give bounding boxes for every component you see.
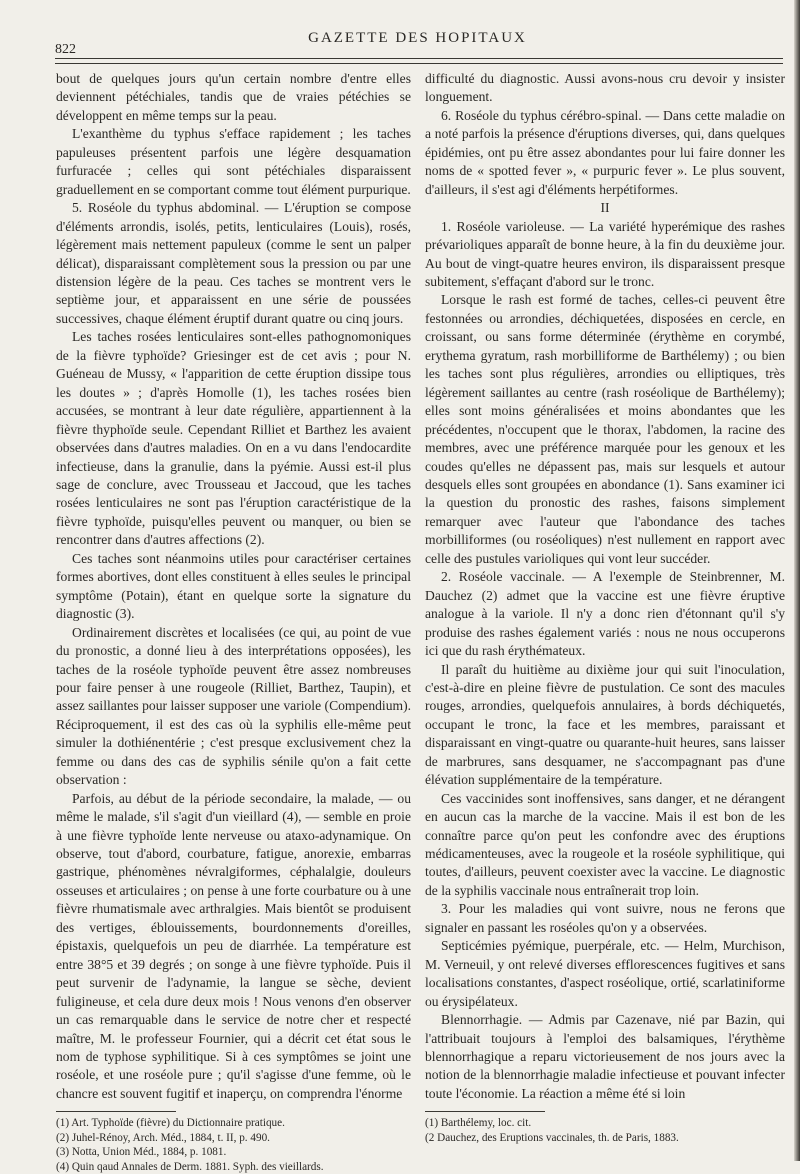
right-column [425,70,785,1145]
page-number: 822 [55,42,76,57]
section-heading: II [600,200,610,216]
paragraph: 3. Pour les maladies qui vont suivre, nous ne ferons que signaler en passant les roséoles qu'on y a observées. [425,901,785,935]
paragraph: Parfois, au début de la période secondaire, la malade, — ou même le malade, s'il s'agit d'un vieillard (4), — semble en proie à une fièvre typhoïde lente nerveuse ou ataxo-adynamique. On observe, tout d'abord, courbature, fatigue, anorexie, embarras gastrique, phénomènes névralgiformes, céphalalgie, douleurs osseuses et articulaires ; on pense à une forte courbature ou à une fièvre rhumatismale avec arthralgies. Mais bientôt se produisent des vertiges, éblouissements, bourdonnements d'oreilles, épistaxis, quelquefois un peu de diarrhée. La température est entre 38°5 et 39 degrés ; on songe à une fièvre typhoïde. Puis il peut survenir de l'adynamie, la langue se sèche, devient fuligineuse, et cela dure deux mois ! Nous venons d'en observer un cas remarquable dans le service de notre cher et respecté maître, M. le professeur Fournier, qui a décrit cet état sous le nom de typhose syphilitique. Si à ces symptômes se joint une roséole, et une roséole pure ; qu'il s'agisse d'une femme, où le chancre est souvent fugitif et inaperçu, on comprendra l'énorme [56,790,411,1101]
footnote-rule [56,1111,176,1112]
footnote: (4) Quin qaud Annales de Derm. 1881. Syph. des vieillards. [56,1160,324,1173]
footnote: (1) Barthélemy, loc. cit. [425,1117,532,1130]
paragraph: Lorsque le rash est formé de taches, celles-ci peuvent être festonnées ou arrondies, déchiquetées, disposées en cercle, en croissant, ou sans forme déterminée (érythème en corymbé, erythema gyratum, rash morbilliforme de Barthélemy) ; ou bien les taches sont plus régulières, arrondies ou elliptiques, très légèrement saillantes au centre (rash roséolique de Barthélemy); elles sont moins généralisées et moins abondantes que les précédentes, n'occupent que le thorax, l'abdomen, la racine des membres, avec une préférence marquée pour les genoux et les coudes qu'elles ne dépassent pas, mais sur lesquels et autour desquels elles sont groupées en abondance (1). Sans examiner ici la question du pronostic des rashes, faisons simplement remarquer avec l'auteur que l'abondance des taches morbilliformes (ou roséoliques) n'est nullement en rapport avec celle des pustules varioliques qui vont leur succéder. [425,292,785,566]
paragraph: Les taches rosées lenticulaires sont-elles pathognomoniques de la fièvre typhoïde? Griesinger est de cet avis ; pour N. Guéneau de Mussy, « l'apparition de cette éruption dissipe tous les doutes » ; d'après Homolle (1), les taches rosées bien accusées, se montrant à leur date régulière, appartiennent à la fièvre thyphoïde seule. Cependant Rilliet et Barthez les avaient observées dans d'autres maladies. On en a vu dans l'endocardite infectieuse, dans la granulie, dans la pyémie. Aussi est-il plus sage de conclure, avec Trousseau et Jaccoud, que les taches rosées lenticulaires ne sont pas l'éruption caractéristique de la fièvre typhoïde, puisqu'elles peuvent ou manquer, ou bien se rencontrer dans d'autres affections (2). [56,329,411,548]
left-column [56,70,411,1174]
header-rule [55,58,783,64]
paragraph: difficulté du diagnostic. Aussi avons-nous cru devoir y insister longuement. [425,71,785,105]
paragraph: Ces taches sont néanmoins utiles pour caractériser certaines formes abortives, dont elles constituent à elles seules le principal symptôme (Potain), étant en quelque sorte la signature du diagnostic (3). [56,550,411,622]
right-footnotes [425,1116,785,1145]
footnote: (2 Dauchez, des Eruptions vaccinales, th. de Paris, 1883. [425,1131,679,1144]
page-header [55,30,780,57]
paragraph-roseole-typhus-cerebro-spinal: 6. Roséole du typhus cérébro-spinal. — Dans cette maladie on a noté parfois la présence d'éruptions diverses, qui, dans quelques épidémies, ont pu être assez abondantes pour lui faire donner les noms de « spotted fever », « purpuric fever ». Le plus souvent, d'ailleurs, il s'est agi d'éléments herpétiformes. [425,107,785,197]
paragraph-roseole-varioleuse: 1. Roséole varioleuse. — La variété hyperémique des rashes prévarioliques apparaît de bonne heure, à la fin du deuxième jour. Au bout de vingt-quatre heures environ, ils disparaissent presque subitement, s'effaçant d'abord sur le tronc. [425,218,785,289]
page-edge-shadow [794,0,800,1161]
footnote: (3) Notta, Union Méd., 1884, p. 1081. [56,1146,227,1159]
paragraph: Ordinairement discrètes et localisées (ce qui, au point de vue du pronostic, a donné lieu à des interprétations opposées), les taches de la roséole typhoïde peuvent être assez nombreuses pour faire penser à une rougeole (Rilliet, Barthez, Taupin), et assez saillantes pour laisser supposer une variole (Compendium). Réciproquement, il est des cas où la syphilis elle-même peut simuler la dothiénentérie ; c'est presque exclusivement chez la femme ou dans des cas de syphilis sénile qu'on a fait cette observation : [56,624,411,788]
running-title: GAZETTE DES HOPITAUX [308,30,527,46]
footnote-rule [425,1111,545,1112]
paragraph-blennorrhagie: Blennorrhagie. — Admis par Cazenave, nié par Bazin, qui l'attribuait toujours à l'emploi des balsamiques, l'érythème blennorrhagique a reparu victorieusement de nos jours avec la notion de la blennorrhagie maladie infectieuse et pouvant infecter toute l'économie. La réaction a même été si loin [425,1012,785,1101]
footnote: (2) Juhel-Rénoy, Arch. Méd., 1884, t. II, p. 490. [56,1131,270,1144]
paragraph: Il paraît du huitième au dixième jour qui suit l'inoculation, c'est-à-dire en pleine fièvre de pustulation. Ce sont des macules rouges, arrondies, quelquefois annulaires, à bords déchiquetés, occupant le tronc, la face et les membres, paraissant et disparaissant en vingt-quatre ou quarante-huit heures, sans laisser de marbrures, sans desquamer, ne s'accompagnant pas d'une élévation supplémentaire de la température. [425,661,785,788]
paragraph-roseole-vaccinale: 2. Roséole vaccinale. — A l'exemple de Steinbrenner, M. Dauchez (2) admet que la vaccine est une fièvre éruptive analogue à la variole. Il n'y a donc rien d'étonnant qu'il s'y produise des rashes également variés : nous ne nous occuperons ici que du rash érythémateux. [425,569,785,659]
paragraph-roseole-typhus-abdominal: 5. Roséole du typhus abdominal. — L'éruption se compose d'éléments arrondis, isolés, petits, lenticulaires (Louis), rosés, légèrement mais nettement papuleux (comme le sent un palper délicat), disparaissant complètement sous la pression ou par une distension légère de la peau. Ces taches se montrent vers le septième jour, et apparaissent en une série de poussées successives, chaque élément éruptif durant quatre ou cinq jours. [56,200,411,326]
paragraph-septicemies: Septicémies pyémique, puerpérale, etc. — Helm, Murchison, M. Verneuil, y ont relevé diverses efflorescences fugitives et sans localisations constantes, d'aspect roséolique, ortié, scarlatiniforme ou érysipélateux. [425,938,785,1009]
footnote: (1) Art. Typhoïde (fièvre) du Dictionnaire pratique. [56,1117,285,1130]
left-footnotes [56,1116,411,1174]
paragraph: bout de quelques jours qu'un certain nombre d'entre elles deviennent pétéchiales, tandis que de vraies pétéchies se développent en même temps sur la peau. [56,71,411,123]
paragraph: L'exanthème du typhus s'efface rapidement ; les taches papuleuses présentent parfois une légère desquamation furfuracée ; celles qui sont pétéchiales disparaissent graduellement en se comportant comme tout élément purpurique. [56,126,411,197]
paragraph-vaccinides: Ces vaccinides sont inoffensives, sans danger, et ne dérangent en aucun cas la marche de la vaccine. Mais il est bon de les connaître parce qu'on peut les confondre avec des éruptions médicamenteuses, avec la rougeole et la roséole syphilitique, qui toutes, d'ailleurs, peuvent coexister avec la vaccine. Le diagnostic de la syphilis vaccinale nous entraînerait trop loin. [425,790,785,898]
